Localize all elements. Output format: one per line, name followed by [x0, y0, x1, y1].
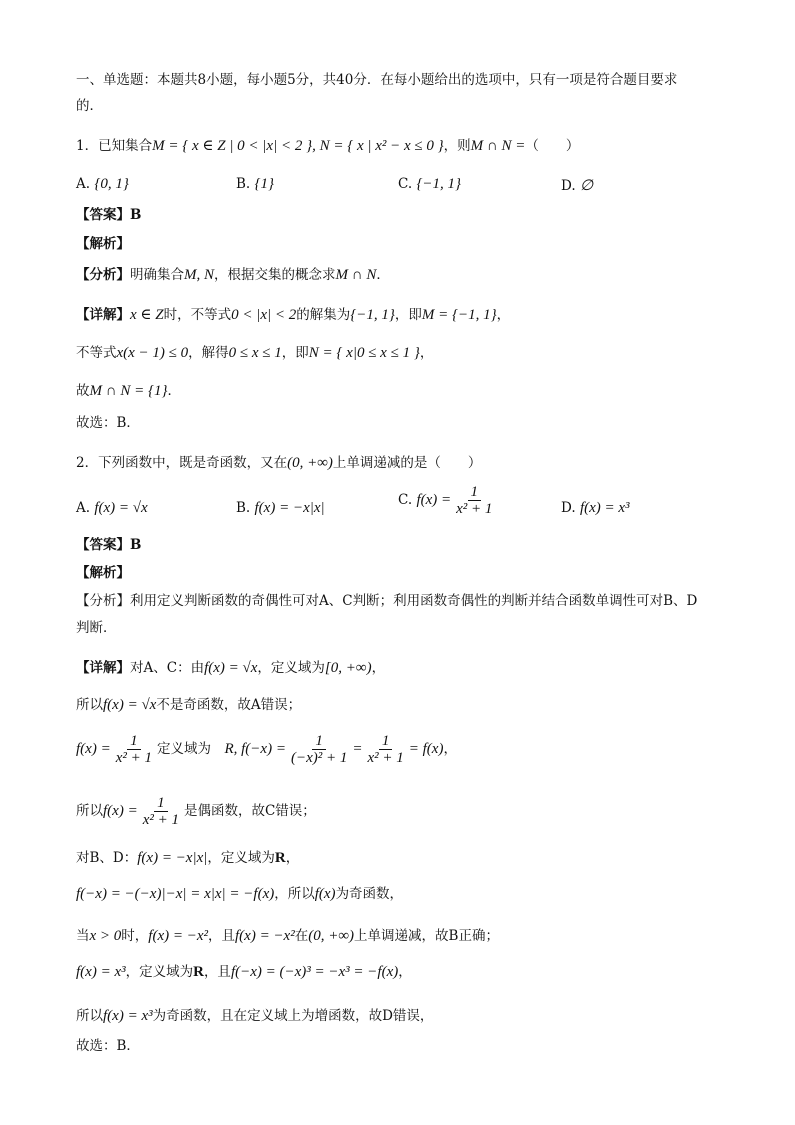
text: 所以	[76, 803, 103, 819]
text: 对B、D：	[76, 850, 138, 866]
text: 为奇函数，且在定义域上为增函数，故D错误，	[152, 1008, 434, 1024]
text: 的解集为	[296, 307, 351, 323]
text: ，定义域为	[257, 660, 325, 676]
q1-option-c	[398, 176, 461, 193]
text: 所以	[76, 1008, 103, 1024]
option-content: f(x) = −x|x|	[254, 500, 325, 516]
q1-fenxi	[76, 265, 390, 285]
math: M, N	[184, 267, 214, 283]
option-letter: C.	[398, 492, 413, 508]
section-header-line2: 的．	[76, 98, 103, 114]
text: 不等式	[76, 345, 117, 361]
math: x(x − 1) ≤ 0	[116, 345, 189, 361]
math: f(−x) = (−x)³ = −x³ = −f(x)	[230, 964, 399, 980]
text: 是偶函数，故C错误；	[183, 803, 316, 819]
math: x ∈ Z	[130, 307, 164, 323]
math: f(x) = x³	[76, 964, 126, 980]
text: 上单调递减的是（ ）	[332, 455, 482, 471]
q2-option-a	[76, 500, 148, 517]
option-content: {−1, 1}	[416, 176, 462, 192]
fenxi-label: 【分析】	[76, 267, 130, 283]
text: 在	[294, 928, 309, 944]
math: [0, +∞)	[324, 660, 372, 676]
option-content: f(x) = √x	[94, 500, 148, 516]
text: ，	[419, 345, 434, 361]
text: ，所以	[274, 886, 315, 902]
text: ，定义域为	[125, 964, 194, 980]
fraction	[365, 733, 405, 766]
option-letter: A.	[76, 500, 91, 516]
math: x > 0	[89, 928, 122, 944]
text: 对A、C：由	[130, 660, 205, 676]
fraction	[141, 795, 181, 828]
denominator: x² + 1	[115, 750, 152, 766]
text: 时，	[121, 928, 149, 944]
math: (0, +∞)	[308, 928, 355, 944]
option-content: {0, 1}	[94, 176, 129, 192]
option-content: {1}	[254, 176, 275, 192]
math: {−1, 1}	[350, 307, 395, 323]
math: M ∩ N	[335, 267, 377, 283]
text: 定义域为	[156, 741, 211, 757]
text: ，	[285, 850, 300, 866]
math: (0, +∞)	[287, 455, 333, 471]
math: M = {−1, 1}	[421, 307, 497, 323]
q2-fenxi-line2: 判断．	[76, 620, 117, 636]
q1-detail-line2	[76, 343, 433, 363]
q1-option-a	[76, 176, 129, 193]
option-content: f(x) = x³	[579, 500, 630, 516]
math: R	[193, 964, 204, 980]
text: ，解得	[188, 345, 229, 361]
q2-detail-line8	[76, 962, 412, 982]
math: R, f(−x) =	[224, 741, 286, 757]
text: 不是奇函数，故A错误；	[156, 697, 302, 713]
option-content: f(x) =	[416, 492, 452, 508]
q2-detail-line4	[76, 792, 316, 830]
text: ，且	[203, 964, 231, 980]
math: f(x) = −x²	[235, 928, 295, 944]
text: ，	[371, 660, 386, 676]
option-letter: C.	[398, 176, 413, 192]
text: 故	[76, 383, 90, 399]
xiangjie-label: 【详解】	[76, 307, 130, 323]
fraction	[289, 733, 349, 766]
text: ，	[443, 741, 457, 757]
xiangjie-label: 【详解】	[76, 660, 130, 676]
q2-detail-line1	[76, 658, 385, 678]
numerator: 1	[468, 484, 482, 501]
q2-option-b	[236, 500, 325, 517]
q2-stem	[76, 453, 481, 473]
q2-detail-line5	[76, 848, 299, 868]
q2-fenxi-line1: 【分析】利用定义判断函数的奇偶性可对A、C判断；利用函数奇偶性的判断并结合函数单调性可对B、D	[76, 593, 698, 609]
q2-detail-line7	[76, 926, 499, 946]
text: 明确集合	[130, 267, 184, 283]
math: =	[352, 741, 363, 757]
text: 时，不等式	[163, 307, 232, 323]
q2-choose: 故选：B．	[76, 1038, 140, 1054]
q1-detail-line3	[76, 381, 181, 401]
text: ，	[496, 307, 511, 323]
text: ，定义域为	[207, 850, 275, 866]
math: M ∩ N = {1}	[89, 383, 168, 399]
q1-detail-line1	[76, 305, 510, 325]
math: f(−x) = −(−x)|−x| = x|x| = −f(x)	[76, 886, 275, 902]
option-letter: D.	[561, 178, 576, 194]
text: ，即	[394, 307, 422, 323]
math: f(x) = −x²	[148, 928, 208, 944]
text: 上单调递减，故B正确；	[354, 928, 499, 944]
denominator: (−x)² + 1	[290, 750, 348, 766]
option-content: ∅	[579, 178, 594, 194]
q1-stem-math2: M ∩ N =	[470, 138, 526, 154]
numerator: 1	[127, 733, 141, 750]
fraction	[114, 733, 154, 766]
option-letter: A.	[76, 176, 91, 192]
q1-stem-prefix: 1．已知集合	[76, 138, 153, 154]
q2-option-d	[561, 500, 630, 517]
q2-detail-line9	[76, 1006, 433, 1026]
math: f(x) = √x	[103, 697, 157, 713]
section-header-line1: 一、单选题：本题共8小题，每小题5分，共40分．在每小题给出的选项中，只有一项是符合题目要求	[76, 72, 678, 88]
denominator: x² + 1	[456, 501, 493, 517]
math: 0 ≤ x ≤ 1	[228, 345, 282, 361]
q1-option-b	[236, 176, 274, 193]
q1-stem-suffix: （ ）	[525, 138, 580, 154]
q1-stem	[76, 136, 579, 156]
math: 0 < |x| < 2	[231, 307, 297, 323]
numerator: 1	[154, 795, 168, 812]
denominator: x² + 1	[142, 812, 179, 828]
math: = f(x)	[408, 741, 444, 757]
text: ，即	[281, 345, 309, 361]
fraction	[454, 484, 494, 517]
math: f(x) = √x	[204, 660, 258, 676]
text: ，根据交集的概念求	[214, 267, 336, 283]
math: f(x) =	[103, 803, 138, 819]
text: ，且	[208, 928, 235, 944]
text: 2．下列函数中，既是奇函数，又在	[76, 455, 288, 471]
text: ．	[376, 267, 390, 283]
q1-analysis-heading: 【解析】	[76, 236, 130, 252]
q2-answer: 【答案】B	[76, 537, 142, 553]
q1-stem-mid: ，则	[443, 138, 471, 154]
q1-option-d	[561, 176, 593, 195]
math: f(x) = −x|x|	[137, 850, 208, 866]
math: N = { x|0 ≤ x ≤ 1 }	[308, 345, 420, 361]
numerator: 1	[312, 733, 326, 750]
math: f(x) =	[76, 741, 111, 757]
q2-detail-line2	[76, 695, 301, 715]
numerator: 1	[379, 733, 393, 750]
q2-option-c	[398, 484, 497, 517]
q2-analysis-heading: 【解析】	[76, 565, 130, 581]
denominator: x² + 1	[367, 750, 404, 766]
text: ．	[167, 383, 181, 399]
q1-stem-math: M = { x ∈ Z | 0 < |x| < 2 }, N = { x | x² − x ≤ 0 }	[152, 138, 444, 154]
option-letter: D.	[561, 500, 576, 516]
math: f(x)	[314, 886, 336, 902]
text: ，	[398, 964, 412, 980]
q1-choose: 故选：B．	[76, 415, 140, 431]
q1-answer: 【答案】B	[76, 207, 142, 223]
q2-detail-line3	[76, 730, 457, 768]
text: 当	[76, 928, 90, 944]
math: R	[274, 850, 286, 866]
text: 为奇函数，	[335, 886, 404, 902]
text: 所以	[76, 697, 103, 713]
option-letter: B.	[236, 176, 251, 192]
option-letter: B.	[236, 500, 251, 516]
q2-detail-line6	[76, 884, 403, 904]
math: f(x) = x³	[103, 1008, 153, 1024]
